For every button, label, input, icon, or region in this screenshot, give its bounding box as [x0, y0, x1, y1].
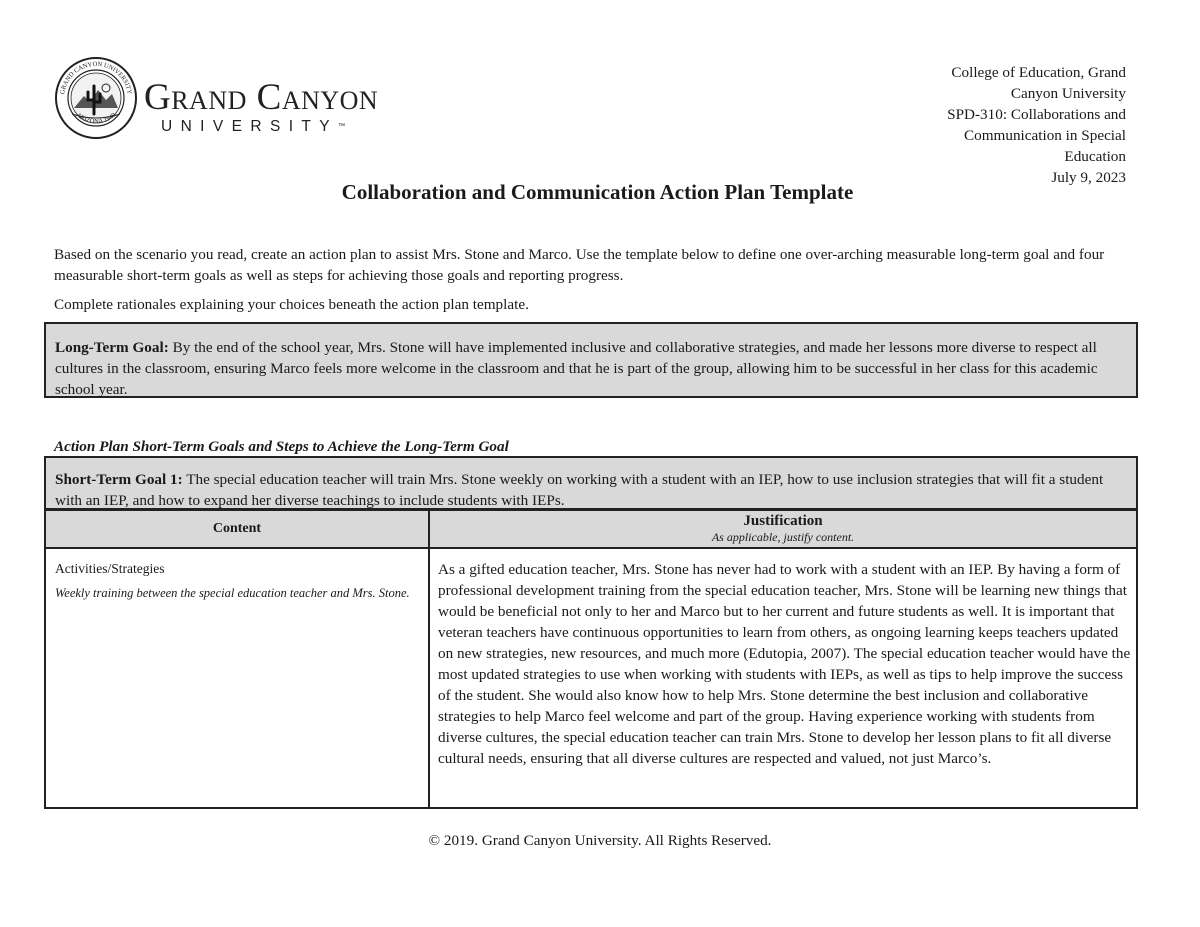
header-date: July 9, 2023	[1051, 169, 1126, 186]
column-divider	[428, 509, 430, 807]
section-heading: Action Plan Short-Term Goals and Steps to Achieve the Long-Term Goal	[54, 438, 509, 455]
copyright-footer: © 2019. Grand Canyon University. All Rights Reserved.	[428, 832, 772, 849]
seal-text-bottom: ARIZONA 1949	[74, 111, 118, 126]
justification-subtitle: As applicable, justify content.	[711, 530, 855, 544]
long-term-goal-box	[44, 322, 1138, 398]
column-header-justification	[430, 511, 1136, 547]
short-term-goal-text: The special education teacher will train Mrs. Stone weekly on working with a student with an IEP, how to use inclusion strategies that will fit a student with an IEP, and how to expand her diverse teachings to include students with IEPs.	[55, 471, 1104, 509]
header-line4: Communication in Special	[964, 127, 1126, 144]
logo-trademark: ™	[338, 123, 346, 130]
row-label: Activities/Strategies	[55, 561, 165, 576]
header-info	[866, 62, 1126, 188]
university-logo	[54, 56, 424, 140]
logo-line2: UNIVERSITY	[161, 118, 339, 135]
short-term-goal-label: Short-Term Goal 1:	[55, 471, 183, 488]
seal-text-top: GRAND CANYON UNIVERSITY	[59, 60, 133, 95]
logo-wordmark	[144, 78, 378, 136]
long-term-goal-text: By the end of the school year, Mrs. Stone will have implemented inclusive and collaborative strategies, and made her lessons more diverse to respect all cultures in the classroom, ensuring Marco feels more welcome in the classroom and that he is part of the group, allowing him to be successful in her class for this academic school year.	[55, 339, 1098, 398]
intro-paragraph: Based on the scenario you read, create an action plan to assist Mrs. Stone and Marco. Use the template below to define one over-arching measurable long-term goal and four measurable short-term goals as well as steps for achieving those goals and reporting progress.	[54, 246, 1105, 284]
short-term-goal-box	[44, 456, 1138, 510]
action-plan-table	[44, 509, 1138, 809]
header-line5: Education	[1064, 148, 1126, 165]
page-title: Collaboration and Communication Action Plan Template	[341, 180, 854, 204]
header-line2: Canyon University	[1010, 85, 1126, 102]
table-row-content-cell	[55, 560, 420, 602]
header-line1: College of Education, Grand	[951, 64, 1126, 81]
table-header-row	[46, 509, 1136, 549]
table-row-justification-cell: As a gifted education teacher, Mrs. Stone has never had to work with a student with an IEP. By having a form of professional development training from the special education teacher, Mrs. Stone will be learning new things that would be beneficial not only to her and Marco but to her current and future students as well. It is important that veteran teachers have continuous opportunities to learn from others, as ongoing learning keeps teachers updated on new strategies, new resources, and much more (Edutopia, 2007). The special education teacher would have the most updated strategies to use when working with students with IEPs, as well as tips to help improve the success of the student. She would also know how to help Mrs. Stone determine the best inclusion and collaborative strategies to help Marco feel welcome and part of the group. Having experience working with students from diverse cultures, the special education teacher can train Mrs. Stone to develop her lesson plans to fit all diverse cultural needs, ensuring that all diverse cultures are respected and valued, not just Marco’s.	[438, 561, 1131, 767]
header-line3: SPD-310: Collaborations and	[947, 106, 1126, 123]
intro-paragraph-2: Complete rationales explaining your choices beneath the action plan template.	[54, 296, 529, 313]
logo-line1: Grand Canyon	[144, 77, 379, 118]
row-detail: Weekly training between the special education teacher and Mrs. Stone.	[55, 586, 410, 600]
justification-title: Justification	[743, 513, 823, 529]
column-header-content: Content	[212, 521, 262, 536]
university-seal-icon	[54, 56, 138, 140]
long-term-goal-label: Long-Term Goal:	[55, 339, 169, 356]
